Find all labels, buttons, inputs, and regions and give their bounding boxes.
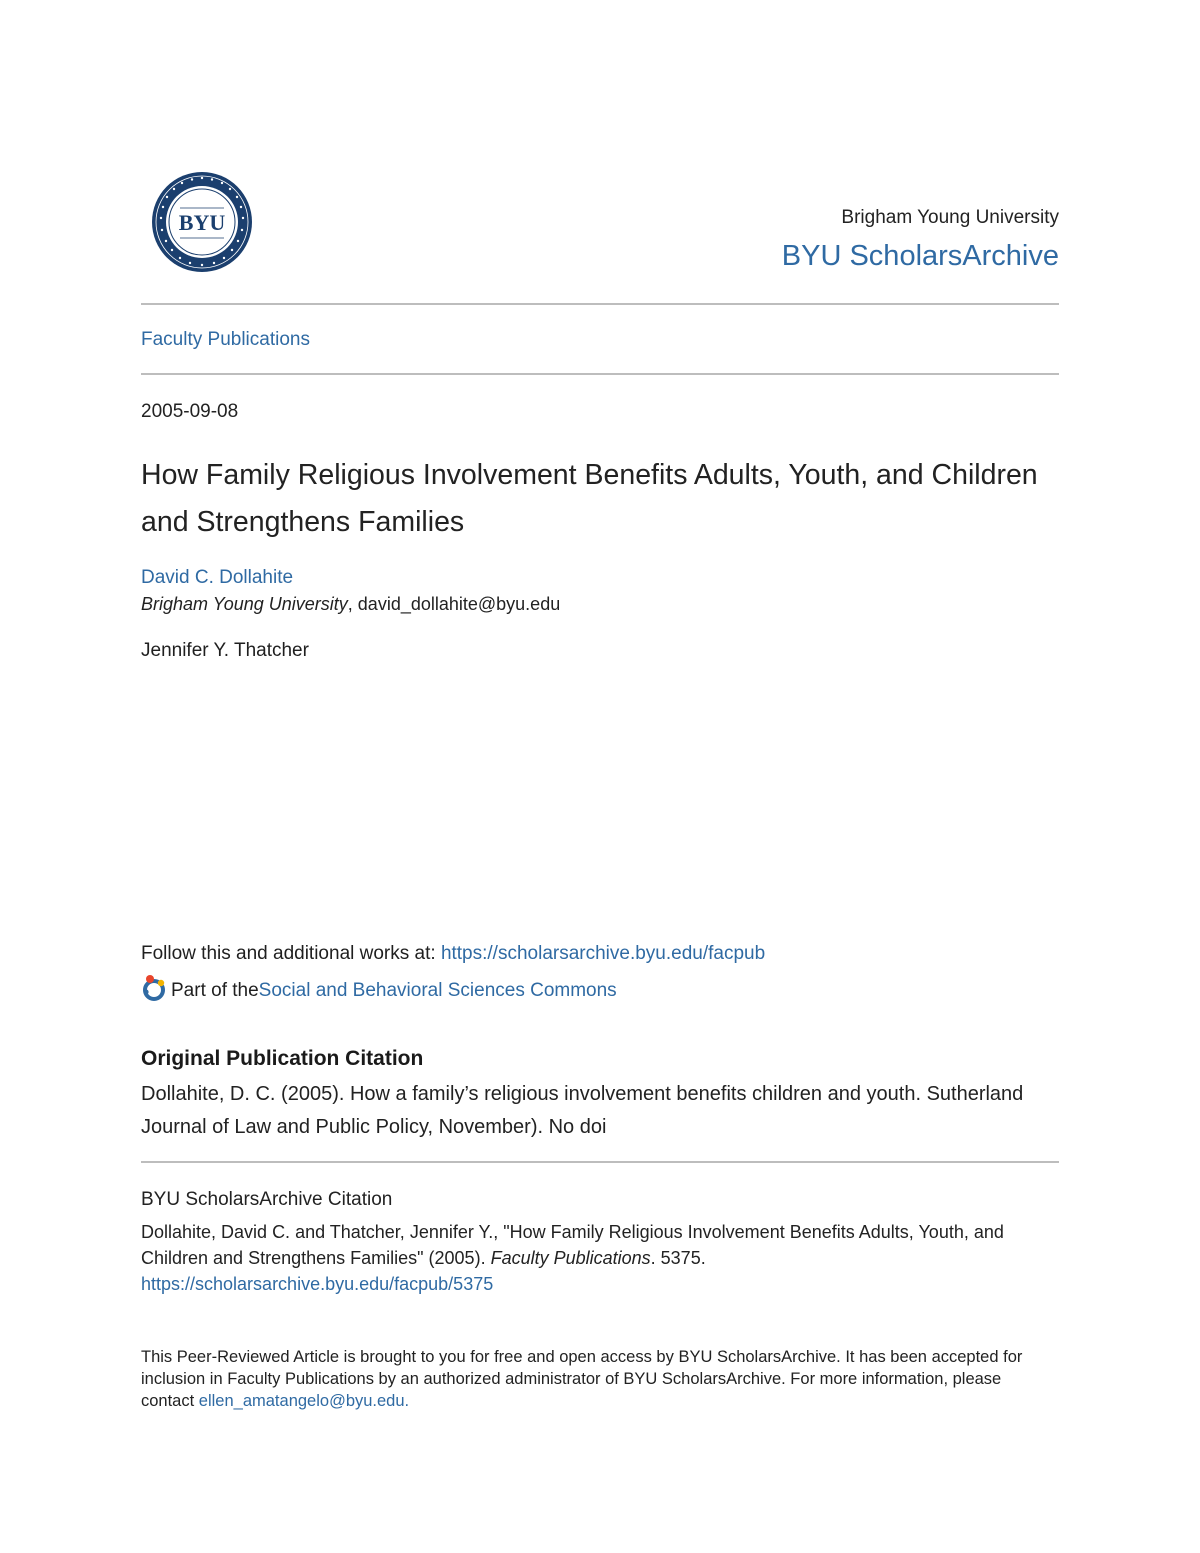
divider bbox=[141, 373, 1059, 375]
institution-name: Brigham Young University bbox=[841, 207, 1059, 228]
divider bbox=[141, 1161, 1059, 1163]
footer-end: . bbox=[404, 1392, 410, 1410]
partof-prefix: Part of the bbox=[171, 980, 259, 1001]
citation-part1: Dollahite, David C. and Thatcher, Jennifer Y., "How Family Religious Involvement Benefits Adults, Youth, and Children and Strengthens Families" (2005). bbox=[141, 1222, 1004, 1268]
byu-seal-icon bbox=[150, 170, 254, 274]
author-email: david_dollahite@byu.edu bbox=[357, 594, 561, 614]
svg-text:BYU: BYU bbox=[178, 210, 226, 235]
footer-text: This Peer-Reviewed Article is brought to you for free and open access by BYU ScholarsArchive. It has been accepted for inclusion in Faculty Publications by an authorized administrator of BYU ScholarsArchive. For more information, please contact bbox=[141, 1348, 1023, 1410]
divider bbox=[141, 303, 1059, 305]
commons-link[interactable]: Social and Behavioral Sciences Commons bbox=[258, 980, 617, 1001]
repository-name[interactable]: BYU ScholarsArchive bbox=[781, 240, 1059, 272]
citation-journal: Faculty Publications bbox=[490, 1248, 651, 1268]
network-commons-icon bbox=[141, 974, 167, 1002]
author-link[interactable]: David C. Dollahite bbox=[141, 567, 294, 588]
article-title: How Family Religious Involvement Benefits Adults, Youth, and Children and Strengthens Families bbox=[141, 459, 1038, 538]
affiliation-name: Brigham Young University bbox=[141, 594, 348, 614]
original-citation-text: Dollahite, D. C. (2005). How a family’s religious involvement benefits children and youth. Sutherland Journal of Law and Public Policy, November). No doi bbox=[141, 1083, 1024, 1138]
follow-prefix: Follow this and additional works at: bbox=[141, 943, 441, 964]
separator: , bbox=[347, 594, 358, 614]
partof-line bbox=[141, 980, 617, 1002]
original-citation-heading: Original Publication Citation bbox=[141, 1047, 424, 1070]
contact-email-link[interactable]: ellen_amatangelo@byu.edu bbox=[198, 1392, 405, 1410]
follow-line bbox=[141, 943, 765, 965]
cover-page bbox=[141, 0, 1059, 1553]
citation-part2: . 5375. bbox=[650, 1248, 706, 1268]
bsa-citation-heading: BYU ScholarsArchive Citation bbox=[141, 1189, 393, 1210]
collection-link[interactable]: Faculty Publications bbox=[141, 329, 310, 350]
footer-note bbox=[141, 1346, 1041, 1412]
author-name: Jennifer Y. Thatcher bbox=[141, 640, 309, 661]
citation-url-link[interactable]: https://scholarsarchive.byu.edu/facpub/5375 bbox=[141, 1274, 494, 1294]
facpub-link[interactable]: https://scholarsarchive.byu.edu/facpub bbox=[440, 943, 766, 964]
author-affiliation bbox=[141, 594, 560, 615]
bsa-citation-text bbox=[141, 1219, 1051, 1297]
publication-date: 2005-09-08 bbox=[141, 401, 239, 422]
